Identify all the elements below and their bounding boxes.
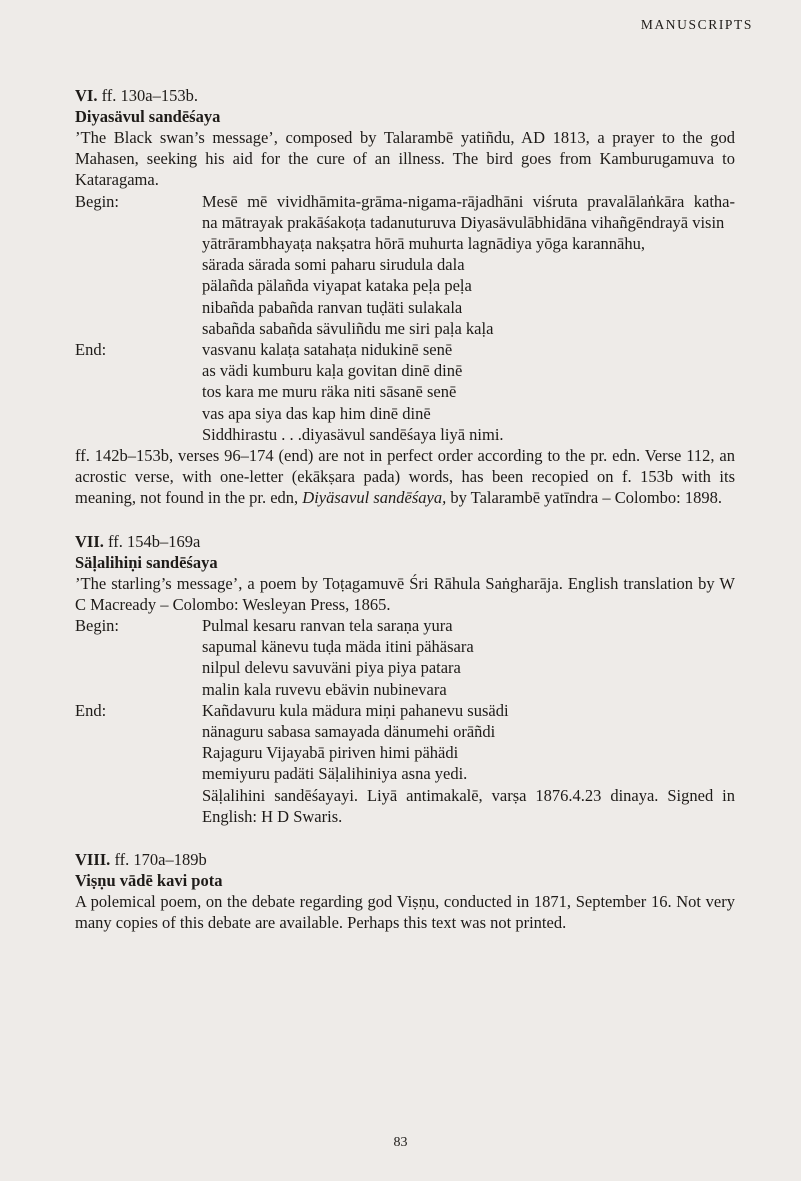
entry-title: Viṣṇu vādē kavi pota <box>75 871 223 891</box>
verse-line: na mātrayak prakāśakoṭa tadanuturuva Diyasävulābhidāna vihañgēndrayā visin yātrārambhayaṭa nakṣatra hōrā muhurta lagnādiya yōga karannāhu, <box>202 212 725 254</box>
entry-notes <box>75 445 735 509</box>
end-block <box>75 339 735 445</box>
notes-text: ff. 142b–153b, verses 96–174 (end) are not in perfect order according to the pr. edn. Verse 112, an acrostic verse, with one-letter (ekākṣara pada) words, has been recopied on f. 153b with its meaning, not found in the pr. edn, <box>75 446 735 508</box>
entry-folios: ff. 154b–169a <box>108 531 201 551</box>
verse-line: tos kara me muru räka niti sāsanē senē <box>202 382 457 402</box>
begin-block <box>75 191 735 339</box>
end-label: End: <box>75 700 107 720</box>
end-lines <box>202 339 735 445</box>
verse-line: Kañdavuru kula mädura miṇi pahanevu susädi <box>202 700 509 720</box>
verse-line: vasvanu kalaṭa satahaṭa nidukinē senē <box>202 340 453 360</box>
entry-heading <box>75 531 735 552</box>
begin-block <box>75 615 735 700</box>
begin-label: Begin: <box>75 191 119 211</box>
verse-line: Pulmal kesaru ranvan tela saraṇa yura <box>202 616 453 636</box>
entry-description: ’The starling’s message’, a poem by Toṭagamuvē Śri Rāhula Saṅgharāja. English translation by W C Macready – Colombo: Wesleyan Press, 1865. <box>75 573 735 614</box>
entry-numeral: VIII. <box>75 850 111 870</box>
page-number: 83 <box>393 1135 408 1150</box>
entry-folios: ff. 170a–189b <box>114 850 207 870</box>
verse-line: pälañda pälañda viyapat kataka peḷa peḷa <box>202 276 472 296</box>
entry-description: ’The Black swan’s message’, composed by Talarambē yatiñdu, AD 1813, a prayer to the god Mahasen, seeking his aid for the cure of an illness. The bird goes from Kamburugamuva to Kataragama. <box>75 128 735 190</box>
entry-title: Säḷalihiṇi sandēśaya <box>75 552 218 572</box>
entry-numeral: VII. <box>75 531 104 551</box>
verse-line: nibañda pabañda ranvan tuḍäti sulakala <box>202 297 463 317</box>
entry-viii <box>75 849 735 933</box>
begin-label: Begin: <box>75 616 119 636</box>
begin-lines <box>202 615 735 700</box>
verse-line: sabañda sabañda sävuliñdu me siri paḷa kaḷa <box>202 318 494 338</box>
colophon-line: Säḷalihini sandēśayayi. Liyā antimakalē, varṣa 1876.4.23 dinaya. Signed in English: H D Swaris. <box>202 785 735 826</box>
verse-line: nänaguru sabasa samayada dänumehi orāñdi <box>202 722 496 742</box>
entry-folios: ff. 130a–153b. <box>101 86 198 105</box>
begin-lines <box>202 191 735 339</box>
catalogue-entries <box>75 85 735 956</box>
verse-line: malin kala ruvevu ebävin nubinevara <box>202 679 447 699</box>
verse-line: särada särada somi paharu sirudula dala <box>202 255 465 275</box>
entry-title: Diyasävul sandēśaya <box>75 107 221 126</box>
verse-line: sapumal känevu tuḍa mäda itini pähäsara <box>202 637 474 657</box>
entry-heading <box>75 849 735 870</box>
verse-line: nilpul delevu savuväni piya piya patara <box>202 658 461 678</box>
verse-line: vas apa siya das kap him dinē dinē <box>202 403 431 423</box>
end-lines <box>202 700 735 827</box>
notes-text: by Talarambē yatīndra – Colombo: 1898. <box>446 488 722 508</box>
entry-numeral: VI. <box>75 86 98 105</box>
verse-line: Siddhirastu . . .diyasävul sandēśaya liyā nimi. <box>202 424 504 444</box>
printed-edition-title: Diyäsavul sandēśaya, <box>302 488 447 508</box>
running-head: MANUSCRIPTS <box>640 17 753 32</box>
entry-description: A polemical poem, on the debate regarding god Viṣṇu, conducted in 1871, September 16. Not very many copies of this debate are available. Perhaps this text was not printed. <box>75 892 735 933</box>
entry-heading <box>75 85 735 106</box>
entry-vii <box>75 531 735 827</box>
verse-line: memiyuru padäti Säḷalihiniya asna yedi. <box>202 764 468 784</box>
end-block <box>75 700 735 827</box>
verse-line: Rajaguru Vijayabā piriven himi pähädi <box>202 743 459 763</box>
entry-vi <box>75 85 735 509</box>
verse-line: as vädi kumburu kaḷa govitan dinē dinē <box>202 361 463 381</box>
end-label: End: <box>75 340 107 360</box>
verse-line: Mesē mē vividhāmita-grāma-nigama-rājadhāni viśruta pravalālaṅkāra katha- <box>202 191 735 211</box>
